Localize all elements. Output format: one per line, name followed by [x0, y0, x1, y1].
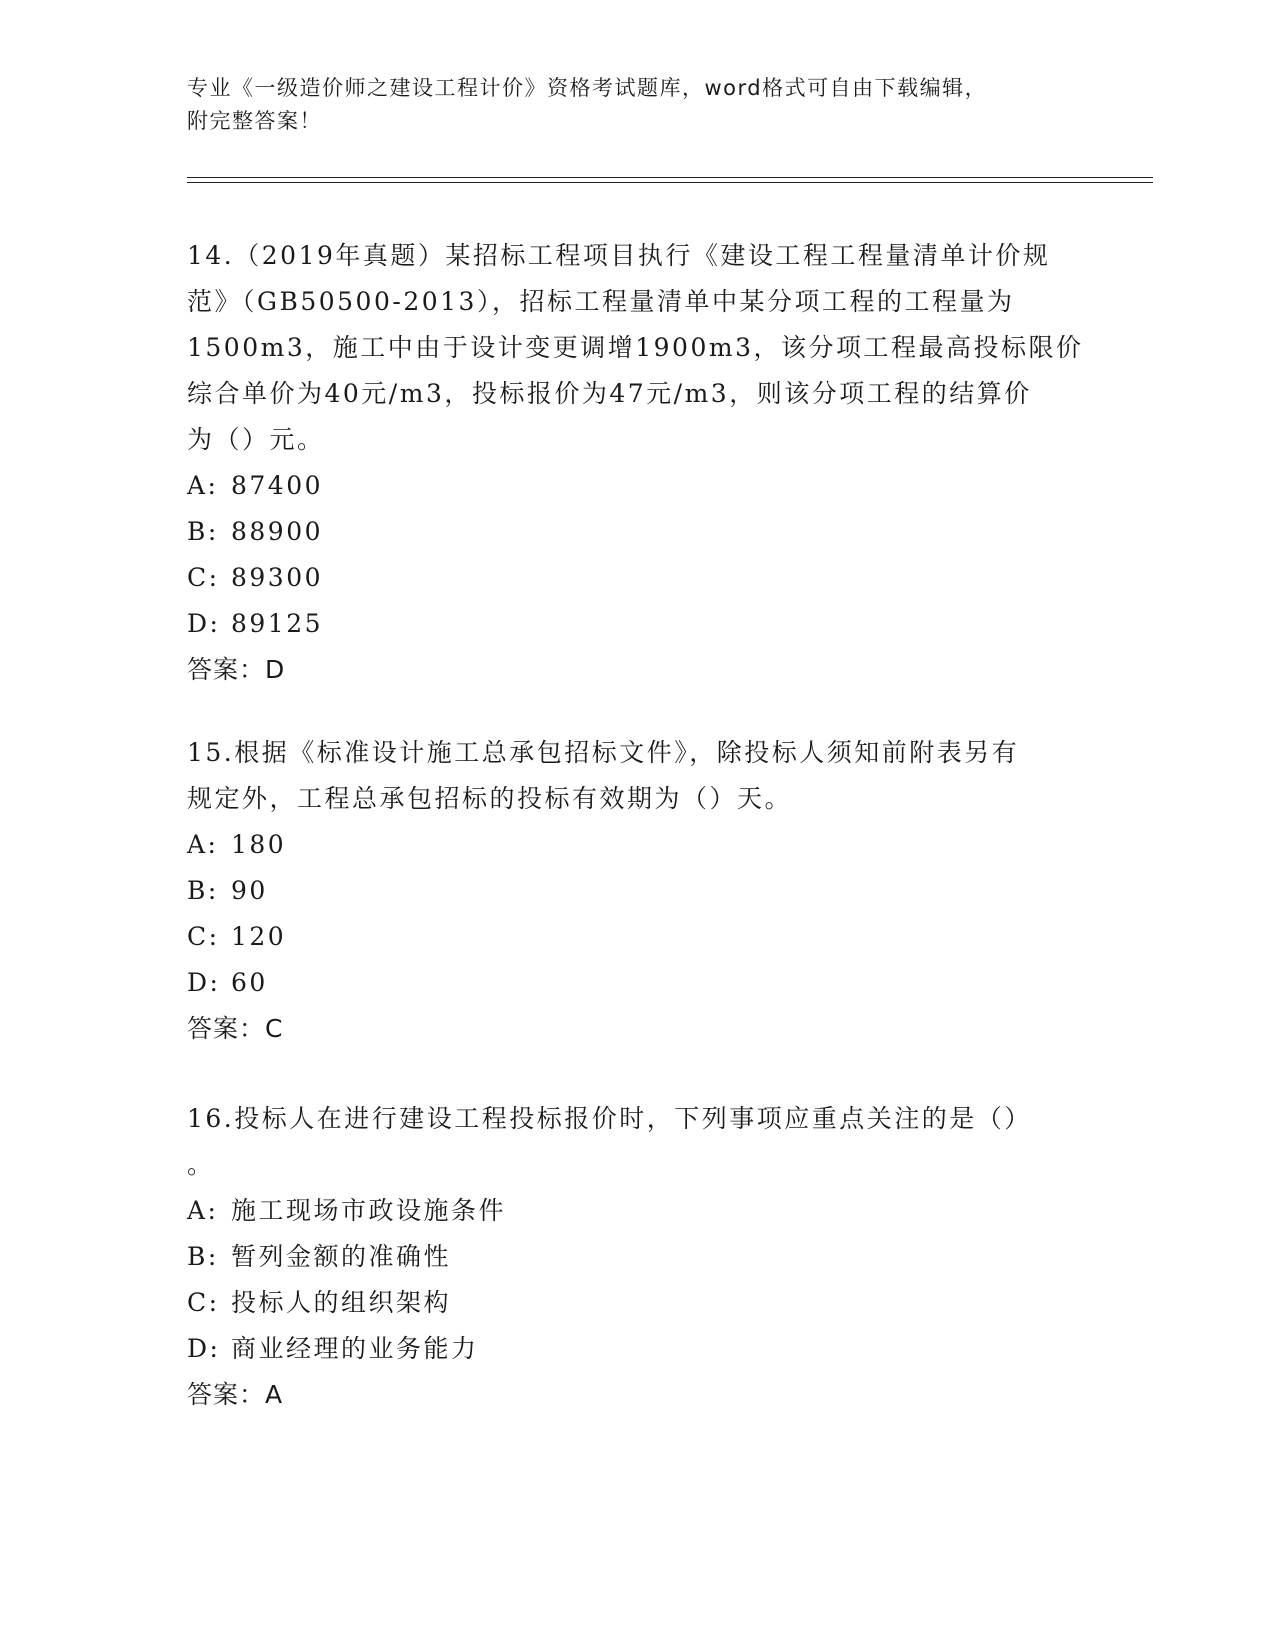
option-text: 施工现场市政设施条件 — [231, 1196, 507, 1225]
option-c — [187, 914, 1087, 960]
option-letter: B: — [187, 876, 219, 905]
option-letter: A: — [187, 830, 219, 859]
header-line-1: 专业《一级造价师之建设工程计价》资格考试题库，word格式可自由下载编辑， — [187, 76, 988, 100]
option-b — [187, 1234, 1087, 1280]
option-text: 87400 — [231, 471, 324, 500]
document-header — [187, 72, 1067, 138]
option-text: 投标人的组织架构 — [231, 1288, 452, 1317]
question-line: 15.根据《标准设计施工总承包招标文件》，除投标人须知前附表另有 — [187, 738, 1020, 767]
question-14 — [187, 233, 1087, 693]
question-line: 规定外，工程总承包招标的投标有效期为（）天。 — [187, 784, 793, 813]
option-text: 商业经理的业务能力 — [231, 1334, 479, 1363]
option-letter: D: — [187, 1334, 221, 1363]
option-b — [187, 868, 1087, 914]
header-line-2: 附完整答案！ — [187, 109, 322, 133]
option-letter: A: — [187, 471, 219, 500]
answer-label: 答案：A — [187, 1380, 284, 1409]
question-line: 1500m3，施工中由于设计变更调增1900m3，该分项工程最高投标限价 — [187, 333, 1084, 362]
header-divider-top — [187, 177, 1153, 178]
question-line: 综合单价为40元/m3，投标报价为47元/m3，则该分项工程的结算价 — [187, 379, 1032, 408]
option-text: 180 — [231, 830, 287, 859]
question-line: 范》（GB50500-2013），招标工程量清单中某分项工程的工程量为 — [187, 287, 1015, 316]
option-a — [187, 822, 1087, 868]
option-text: 120 — [231, 922, 287, 951]
option-letter: B: — [187, 1242, 219, 1271]
option-letter: B: — [187, 517, 219, 546]
option-d — [187, 601, 1087, 647]
option-text: 89125 — [231, 609, 324, 638]
option-letter: D: — [187, 968, 221, 997]
question-line: 为（）元。 — [187, 425, 325, 454]
question-line: 。 — [187, 1150, 215, 1179]
option-letter: D: — [187, 609, 221, 638]
option-letter: C: — [187, 563, 220, 592]
question-15 — [187, 730, 1087, 1052]
option-letter: C: — [187, 922, 220, 951]
option-a — [187, 1188, 1087, 1234]
option-text: 60 — [231, 968, 268, 997]
option-text: 89300 — [231, 563, 324, 592]
option-d — [187, 1326, 1087, 1372]
option-c — [187, 555, 1087, 601]
option-b — [187, 509, 1087, 555]
option-a — [187, 463, 1087, 509]
option-d — [187, 960, 1087, 1006]
option-text: 暂列金额的准确性 — [231, 1242, 452, 1271]
option-letter: A: — [187, 1196, 219, 1225]
header-divider-bottom — [187, 182, 1153, 183]
option-letter: C: — [187, 1288, 220, 1317]
question-line: 16.投标人在进行建设工程投标报价时，下列事项应重点关注的是（） — [187, 1104, 1032, 1133]
question-16 — [187, 1096, 1087, 1418]
answer-label: 答案：C — [187, 1014, 284, 1043]
option-text: 88900 — [231, 517, 324, 546]
question-line: 14.（2019年真题）某招标工程项目执行《建设工程工程量清单计价规 — [187, 241, 1051, 270]
answer-label: 答案：D — [187, 655, 286, 684]
option-text: 90 — [231, 876, 268, 905]
option-c — [187, 1280, 1087, 1326]
